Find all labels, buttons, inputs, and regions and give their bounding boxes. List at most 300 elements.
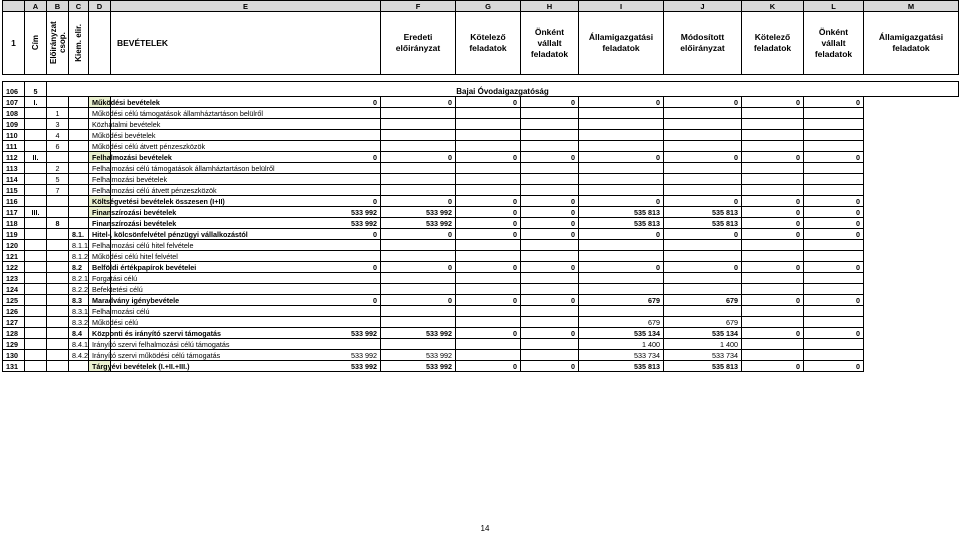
- value-cell-h[interactable]: 0: [381, 295, 456, 306]
- value-cell-h[interactable]: 533 992: [381, 218, 456, 229]
- row-number[interactable]: 118: [3, 218, 25, 229]
- eloiranyzat-csop-cell[interactable]: [47, 240, 69, 251]
- value-cell-m[interactable]: 0: [742, 97, 804, 108]
- value-cell-h[interactable]: [381, 185, 456, 196]
- value-cell-h[interactable]: 0: [381, 152, 456, 163]
- kiem-elir-cell[interactable]: [69, 108, 89, 119]
- value-cell-n[interactable]: [804, 174, 864, 185]
- value-cell-m[interactable]: [742, 251, 804, 262]
- header-bevetelek[interactable]: BEVÉTELEK: [111, 12, 381, 75]
- header-cim[interactable]: [25, 12, 47, 75]
- kiem-elir-cell[interactable]: 8.2.2: [69, 284, 89, 295]
- value-cell-n[interactable]: [804, 185, 864, 196]
- row-number[interactable]: 106: [3, 82, 25, 97]
- value-cell-g[interactable]: 0: [111, 229, 381, 240]
- column-letter-a[interactable]: A: [25, 1, 47, 12]
- value-cell-h[interactable]: 0: [381, 229, 456, 240]
- value-cell-k[interactable]: 535 813: [579, 207, 664, 218]
- value-cell-i[interactable]: [456, 240, 521, 251]
- row-number[interactable]: 131: [3, 361, 25, 372]
- eloiranyzat-csop-cell[interactable]: 4: [47, 130, 69, 141]
- value-cell-j[interactable]: [521, 350, 579, 361]
- cim-cell[interactable]: [25, 350, 47, 361]
- value-cell-l[interactable]: 0: [664, 152, 742, 163]
- value-cell-m[interactable]: 0: [742, 229, 804, 240]
- value-cell-n[interactable]: [804, 251, 864, 262]
- value-cell-m[interactable]: 0: [742, 328, 804, 339]
- eloiranyzat-csop-cell[interactable]: [47, 306, 69, 317]
- value-cell-k[interactable]: [579, 174, 664, 185]
- value-cell-m[interactable]: [742, 141, 804, 152]
- column-letter-b[interactable]: B: [47, 1, 69, 12]
- row-number[interactable]: 126: [3, 306, 25, 317]
- eloiranyzat-csop-cell[interactable]: 1: [47, 108, 69, 119]
- value-cell-i[interactable]: [456, 185, 521, 196]
- value-cell-l[interactable]: 1 400: [664, 339, 742, 350]
- value-cell-m[interactable]: [742, 240, 804, 251]
- value-cell-j[interactable]: 0: [521, 328, 579, 339]
- bevetel-name-cell[interactable]: Költségvetési bevételek összesen (I+II): [89, 196, 111, 207]
- value-cell-k[interactable]: [579, 141, 664, 152]
- row-number[interactable]: 114: [3, 174, 25, 185]
- row-number[interactable]: 116: [3, 196, 25, 207]
- row-number[interactable]: 109: [3, 119, 25, 130]
- value-cell-j[interactable]: [521, 141, 579, 152]
- value-cell-i[interactable]: 0: [456, 97, 521, 108]
- value-cell-j[interactable]: [521, 185, 579, 196]
- value-cell-n[interactable]: [804, 339, 864, 350]
- bevetel-name-cell[interactable]: Felhalmozási célú átvett pénzeszközök: [89, 185, 111, 196]
- value-cell-h[interactable]: 533 992: [381, 350, 456, 361]
- value-cell-j[interactable]: 0: [521, 152, 579, 163]
- bevetel-name-cell[interactable]: Működési bevételek: [89, 130, 111, 141]
- bevetel-name-cell[interactable]: Belföldi értékpapírok bevételei: [89, 262, 111, 273]
- bevetel-name-cell[interactable]: Központi és irányító szervi támogatás: [89, 328, 111, 339]
- value-cell-n[interactable]: [804, 240, 864, 251]
- row-number[interactable]: 119: [3, 229, 25, 240]
- value-cell-n[interactable]: [804, 141, 864, 152]
- value-cell-h[interactable]: [381, 339, 456, 350]
- value-cell-h[interactable]: 533 992: [381, 361, 456, 372]
- eloiranyzat-csop-cell[interactable]: [47, 273, 69, 284]
- cim-cell[interactable]: II.: [25, 152, 47, 163]
- row-number[interactable]: 124: [3, 284, 25, 295]
- value-cell-h[interactable]: [381, 273, 456, 284]
- value-cell-h[interactable]: [381, 163, 456, 174]
- value-cell-k[interactable]: [579, 119, 664, 130]
- eloiranyzat-csop-cell[interactable]: [47, 317, 69, 328]
- value-cell-g[interactable]: 533 992: [111, 361, 381, 372]
- value-cell-l[interactable]: 535 813: [664, 218, 742, 229]
- kiem-elir-cell[interactable]: [69, 152, 89, 163]
- value-cell-l[interactable]: [664, 119, 742, 130]
- value-cell-g[interactable]: [111, 317, 381, 328]
- column-letter-j[interactable]: J: [664, 1, 742, 12]
- value-cell-j[interactable]: 0: [521, 207, 579, 218]
- value-cell-k[interactable]: 0: [579, 229, 664, 240]
- value-cell-k[interactable]: [579, 108, 664, 119]
- bevetel-name-cell[interactable]: Működési célú: [89, 317, 111, 328]
- value-cell-j[interactable]: [521, 284, 579, 295]
- column-letter-f[interactable]: F: [381, 1, 456, 12]
- value-cell-k[interactable]: 0: [579, 262, 664, 273]
- value-cell-j[interactable]: 0: [521, 218, 579, 229]
- value-cell-l[interactable]: [664, 306, 742, 317]
- bevetel-name-cell[interactable]: Forgatási célú: [89, 273, 111, 284]
- kiem-elir-cell[interactable]: 8.4: [69, 328, 89, 339]
- cim-cell[interactable]: [25, 284, 47, 295]
- value-cell-m[interactable]: 0: [742, 207, 804, 218]
- value-cell-n[interactable]: [804, 273, 864, 284]
- value-cell-j[interactable]: [521, 339, 579, 350]
- value-cell-m[interactable]: [742, 339, 804, 350]
- value-cell-j[interactable]: [521, 240, 579, 251]
- kiem-elir-cell[interactable]: [69, 361, 89, 372]
- cim-cell[interactable]: [25, 196, 47, 207]
- cim-cell[interactable]: [25, 361, 47, 372]
- eloiranyzat-csop-cell[interactable]: [47, 97, 69, 108]
- eloiranyzat-csop-cell[interactable]: 7: [47, 185, 69, 196]
- eloiranyzat-csop-cell[interactable]: [47, 361, 69, 372]
- value-cell-i[interactable]: 0: [456, 152, 521, 163]
- value-cell-i[interactable]: [456, 163, 521, 174]
- row-number[interactable]: 117: [3, 207, 25, 218]
- cim-cell[interactable]: [25, 229, 47, 240]
- value-cell-k[interactable]: 679: [579, 295, 664, 306]
- column-letter-g[interactable]: G: [456, 1, 521, 12]
- kiem-elir-cell[interactable]: [69, 196, 89, 207]
- value-cell-h[interactable]: [381, 119, 456, 130]
- value-cell-i[interactable]: 0: [456, 361, 521, 372]
- value-cell-k[interactable]: 0: [579, 196, 664, 207]
- value-cell-n[interactable]: 0: [804, 152, 864, 163]
- row-number[interactable]: 127: [3, 317, 25, 328]
- value-cell-k[interactable]: 679: [579, 317, 664, 328]
- value-cell-n[interactable]: [804, 108, 864, 119]
- eloiranyzat-csop-cell[interactable]: [47, 229, 69, 240]
- value-cell-n[interactable]: 0: [804, 196, 864, 207]
- kiem-elir-cell[interactable]: [69, 185, 89, 196]
- eloiranyzat-csop-cell[interactable]: [47, 262, 69, 273]
- value-cell-j[interactable]: [521, 273, 579, 284]
- value-cell-k[interactable]: 535 813: [579, 218, 664, 229]
- cim-cell[interactable]: [25, 262, 47, 273]
- value-cell-k[interactable]: [579, 130, 664, 141]
- eloiranyzat-csop-cell[interactable]: [47, 207, 69, 218]
- value-cell-i[interactable]: [456, 251, 521, 262]
- value-cell-i[interactable]: [456, 174, 521, 185]
- header-kotelezo-feladatok-2[interactable]: Kötelező feladatok: [742, 12, 804, 75]
- value-cell-n[interactable]: 0: [804, 207, 864, 218]
- kiem-elir-cell[interactable]: 8.3: [69, 295, 89, 306]
- kiem-elir-cell[interactable]: 8.4.1: [69, 339, 89, 350]
- column-letter-c[interactable]: C: [69, 1, 89, 12]
- value-cell-l[interactable]: [664, 284, 742, 295]
- kiem-elir-cell[interactable]: 8.2.1: [69, 273, 89, 284]
- value-cell-h[interactable]: [381, 317, 456, 328]
- value-cell-n[interactable]: [804, 163, 864, 174]
- value-cell-k[interactable]: 1 400: [579, 339, 664, 350]
- header-onkent-vallalt-2[interactable]: Önként vállalt feladatok: [804, 12, 864, 75]
- value-cell-j[interactable]: 0: [521, 361, 579, 372]
- value-cell-l[interactable]: [664, 108, 742, 119]
- value-cell-m[interactable]: [742, 163, 804, 174]
- value-cell-l[interactable]: [664, 251, 742, 262]
- value-cell-k[interactable]: [579, 273, 664, 284]
- cim-cell[interactable]: [25, 295, 47, 306]
- kiem-elir-cell[interactable]: 8.1.2: [69, 251, 89, 262]
- value-cell-i[interactable]: 0: [456, 229, 521, 240]
- value-cell-k[interactable]: [579, 185, 664, 196]
- kiem-elir-cell[interactable]: 8.4.2: [69, 350, 89, 361]
- cim-cell[interactable]: I.: [25, 97, 47, 108]
- header-kiem-elir[interactable]: [69, 12, 89, 75]
- eloiranyzat-csop-cell[interactable]: 2: [47, 163, 69, 174]
- row-number[interactable]: 128: [3, 328, 25, 339]
- value-cell-i[interactable]: 0: [456, 218, 521, 229]
- eloiranyzat-csop-cell[interactable]: [47, 284, 69, 295]
- bevetel-name-cell[interactable]: Irányító szervi felhalmozási célú támogatás: [89, 339, 111, 350]
- row-number[interactable]: 120: [3, 240, 25, 251]
- value-cell-k[interactable]: 535 813: [579, 361, 664, 372]
- value-cell-m[interactable]: [742, 273, 804, 284]
- value-cell-l[interactable]: 535 813: [664, 361, 742, 372]
- bevetel-name-cell[interactable]: Működési célú átvett pénzeszközök: [89, 141, 111, 152]
- row-number[interactable]: 129: [3, 339, 25, 350]
- bevetel-name-cell[interactable]: Befektetési célú: [89, 284, 111, 295]
- bevetel-name-cell[interactable]: Tárgyévi bevételek (I.+II.+III.): [89, 361, 111, 372]
- column-letter-k[interactable]: K: [742, 1, 804, 12]
- bevetel-name-cell[interactable]: Finanszírozási bevételek: [89, 207, 111, 218]
- column-letter-i[interactable]: I: [579, 1, 664, 12]
- kiem-elir-cell[interactable]: [69, 163, 89, 174]
- value-cell-g[interactable]: 0: [111, 196, 381, 207]
- row-number[interactable]: 122: [3, 262, 25, 273]
- value-cell-h[interactable]: 0: [381, 262, 456, 273]
- value-cell-j[interactable]: 0: [521, 97, 579, 108]
- value-cell-m[interactable]: 0: [742, 295, 804, 306]
- value-cell-j[interactable]: [521, 108, 579, 119]
- value-cell-i[interactable]: [456, 108, 521, 119]
- value-cell-i[interactable]: [456, 284, 521, 295]
- value-cell-h[interactable]: [381, 174, 456, 185]
- value-cell-m[interactable]: [742, 317, 804, 328]
- header-allamigazgatasi-1[interactable]: Államigazgatási feladatok: [579, 12, 664, 75]
- value-cell-h[interactable]: 533 992: [381, 328, 456, 339]
- value-cell-n[interactable]: 0: [804, 328, 864, 339]
- value-cell-n[interactable]: [804, 284, 864, 295]
- row-number[interactable]: 125: [3, 295, 25, 306]
- bevetel-name-cell[interactable]: Közhatalmi bevételek: [89, 119, 111, 130]
- value-cell-l[interactable]: [664, 163, 742, 174]
- value-cell-n[interactable]: 0: [804, 262, 864, 273]
- value-cell-m[interactable]: [742, 108, 804, 119]
- eloiranyzat-csop-cell[interactable]: 3: [47, 119, 69, 130]
- value-cell-i[interactable]: [456, 130, 521, 141]
- header-modositott-eloiranyzat[interactable]: Módosított előirányzat: [664, 12, 742, 75]
- column-letter-d[interactable]: D: [89, 1, 111, 12]
- value-cell-k[interactable]: [579, 163, 664, 174]
- bevetel-name-cell[interactable]: Maradvány igénybevétele: [89, 295, 111, 306]
- value-cell-l[interactable]: 0: [664, 262, 742, 273]
- value-cell-l[interactable]: [664, 185, 742, 196]
- corner-cell[interactable]: [3, 1, 25, 12]
- value-cell-l[interactable]: [664, 174, 742, 185]
- value-cell-i[interactable]: 0: [456, 295, 521, 306]
- bevetel-name-cell[interactable]: Hitel-, kölcsönfelvétel pénzügyi vállalkozástól: [89, 229, 111, 240]
- value-cell-g[interactable]: 0: [111, 262, 381, 273]
- eloiranyzat-csop-cell[interactable]: 6: [47, 141, 69, 152]
- eloiranyzat-csop-cell[interactable]: [47, 339, 69, 350]
- column-letter-l[interactable]: L: [804, 1, 864, 12]
- header-allamigazgatasi-2[interactable]: Államigazgatási feladatok: [864, 12, 959, 75]
- value-cell-n[interactable]: 0: [804, 295, 864, 306]
- eloiranyzat-csop-cell[interactable]: [47, 350, 69, 361]
- cim-cell[interactable]: [25, 240, 47, 251]
- value-cell-l[interactable]: [664, 240, 742, 251]
- eloiranyzat-csop-cell[interactable]: [47, 152, 69, 163]
- value-cell-m[interactable]: 0: [742, 152, 804, 163]
- value-cell-l[interactable]: 533 734: [664, 350, 742, 361]
- value-cell-k[interactable]: [579, 251, 664, 262]
- institution-name[interactable]: Bajai Óvodaigazgatóság: [47, 82, 959, 97]
- row-number[interactable]: 123: [3, 273, 25, 284]
- value-cell-h[interactable]: [381, 306, 456, 317]
- value-cell-j[interactable]: 0: [521, 196, 579, 207]
- value-cell-g[interactable]: [111, 273, 381, 284]
- value-cell-n[interactable]: 0: [804, 97, 864, 108]
- column-letter-h[interactable]: H: [521, 1, 579, 12]
- cim-cell[interactable]: [25, 130, 47, 141]
- header-eloiranyzat-csop[interactable]: [47, 12, 69, 75]
- column-letter-m[interactable]: M: [864, 1, 959, 12]
- value-cell-h[interactable]: [381, 240, 456, 251]
- value-cell-m[interactable]: 0: [742, 262, 804, 273]
- cim-cell[interactable]: [25, 218, 47, 229]
- institution-cim[interactable]: 5: [25, 82, 47, 97]
- value-cell-h[interactable]: [381, 130, 456, 141]
- value-cell-g[interactable]: 0: [111, 295, 381, 306]
- value-cell-n[interactable]: [804, 130, 864, 141]
- eloiranyzat-csop-cell[interactable]: 8: [47, 218, 69, 229]
- eloiranyzat-csop-cell[interactable]: [47, 295, 69, 306]
- value-cell-m[interactable]: [742, 306, 804, 317]
- bevetel-name-cell[interactable]: Felhalmozási célú: [89, 306, 111, 317]
- cim-cell[interactable]: [25, 174, 47, 185]
- value-cell-i[interactable]: 0: [456, 207, 521, 218]
- value-cell-m[interactable]: [742, 174, 804, 185]
- cim-cell[interactable]: [25, 119, 47, 130]
- value-cell-g[interactable]: 533 992: [111, 328, 381, 339]
- value-cell-g[interactable]: 0: [111, 97, 381, 108]
- header-empty-e[interactable]: [89, 12, 111, 75]
- value-cell-l[interactable]: 0: [664, 229, 742, 240]
- value-cell-i[interactable]: [456, 350, 521, 361]
- cim-cell[interactable]: [25, 163, 47, 174]
- kiem-elir-cell[interactable]: [69, 141, 89, 152]
- value-cell-n[interactable]: [804, 119, 864, 130]
- value-cell-h[interactable]: [381, 251, 456, 262]
- row-number[interactable]: 108: [3, 108, 25, 119]
- column-letter-e-f[interactable]: [111, 1, 381, 12]
- value-cell-l[interactable]: 0: [664, 196, 742, 207]
- bevetel-name-cell[interactable]: Felhalmozási célú támogatások államháztartáson belülről: [89, 163, 111, 174]
- value-cell-m[interactable]: [742, 119, 804, 130]
- kiem-elir-cell[interactable]: 8.3.2: [69, 317, 89, 328]
- value-cell-m[interactable]: [742, 284, 804, 295]
- row-number[interactable]: 107: [3, 97, 25, 108]
- value-cell-l[interactable]: [664, 141, 742, 152]
- value-cell-j[interactable]: [521, 119, 579, 130]
- cim-cell[interactable]: [25, 141, 47, 152]
- bevetel-name-cell[interactable]: Finanszírozási bevételek: [89, 218, 111, 229]
- value-cell-k[interactable]: 533 734: [579, 350, 664, 361]
- row-number[interactable]: 113: [3, 163, 25, 174]
- value-cell-g[interactable]: 533 992: [111, 207, 381, 218]
- value-cell-i[interactable]: 0: [456, 328, 521, 339]
- kiem-elir-cell[interactable]: [69, 97, 89, 108]
- cim-cell[interactable]: [25, 251, 47, 262]
- value-cell-l[interactable]: 0: [664, 97, 742, 108]
- cim-cell[interactable]: [25, 317, 47, 328]
- row-number[interactable]: 110: [3, 130, 25, 141]
- cim-cell[interactable]: [25, 273, 47, 284]
- value-cell-k[interactable]: 0: [579, 97, 664, 108]
- value-cell-l[interactable]: [664, 130, 742, 141]
- kiem-elir-cell[interactable]: 8.1.1: [69, 240, 89, 251]
- value-cell-g[interactable]: [111, 306, 381, 317]
- cim-cell[interactable]: [25, 339, 47, 350]
- value-cell-l[interactable]: 679: [664, 317, 742, 328]
- value-cell-h[interactable]: [381, 108, 456, 119]
- value-cell-g[interactable]: [111, 284, 381, 295]
- value-cell-h[interactable]: 0: [381, 97, 456, 108]
- cim-cell[interactable]: III.: [25, 207, 47, 218]
- value-cell-i[interactable]: [456, 141, 521, 152]
- value-cell-l[interactable]: [664, 273, 742, 284]
- value-cell-h[interactable]: 0: [381, 196, 456, 207]
- value-cell-m[interactable]: 0: [742, 218, 804, 229]
- value-cell-j[interactable]: 0: [521, 262, 579, 273]
- kiem-elir-cell[interactable]: 8.3.1: [69, 306, 89, 317]
- eloiranyzat-csop-cell[interactable]: 5: [47, 174, 69, 185]
- bevetel-name-cell[interactable]: Működési célú hitel felvétel: [89, 251, 111, 262]
- bevetel-name-cell[interactable]: Felhalmozási bevételek: [89, 152, 111, 163]
- value-cell-n[interactable]: 0: [804, 218, 864, 229]
- value-cell-k[interactable]: 535 134: [579, 328, 664, 339]
- eloiranyzat-csop-cell[interactable]: [47, 251, 69, 262]
- header-kotelezo-feladatok-1[interactable]: Kötelező feladatok: [456, 12, 521, 75]
- value-cell-j[interactable]: [521, 317, 579, 328]
- value-cell-i[interactable]: [456, 317, 521, 328]
- kiem-elir-cell[interactable]: [69, 218, 89, 229]
- row-number[interactable]: 130: [3, 350, 25, 361]
- kiem-elir-cell[interactable]: 8.1.: [69, 229, 89, 240]
- cim-cell[interactable]: [25, 185, 47, 196]
- value-cell-l[interactable]: 679: [664, 295, 742, 306]
- value-cell-k[interactable]: [579, 240, 664, 251]
- value-cell-j[interactable]: [521, 163, 579, 174]
- value-cell-m[interactable]: 0: [742, 361, 804, 372]
- bevetel-name-cell[interactable]: Felhalmozási célú hitel felvétele: [89, 240, 111, 251]
- value-cell-n[interactable]: 0: [804, 361, 864, 372]
- value-cell-j[interactable]: 0: [521, 229, 579, 240]
- row-number[interactable]: 111: [3, 141, 25, 152]
- value-cell-j[interactable]: [521, 251, 579, 262]
- cim-cell[interactable]: [25, 306, 47, 317]
- value-cell-n[interactable]: 0: [804, 229, 864, 240]
- value-cell-l[interactable]: 535 813: [664, 207, 742, 218]
